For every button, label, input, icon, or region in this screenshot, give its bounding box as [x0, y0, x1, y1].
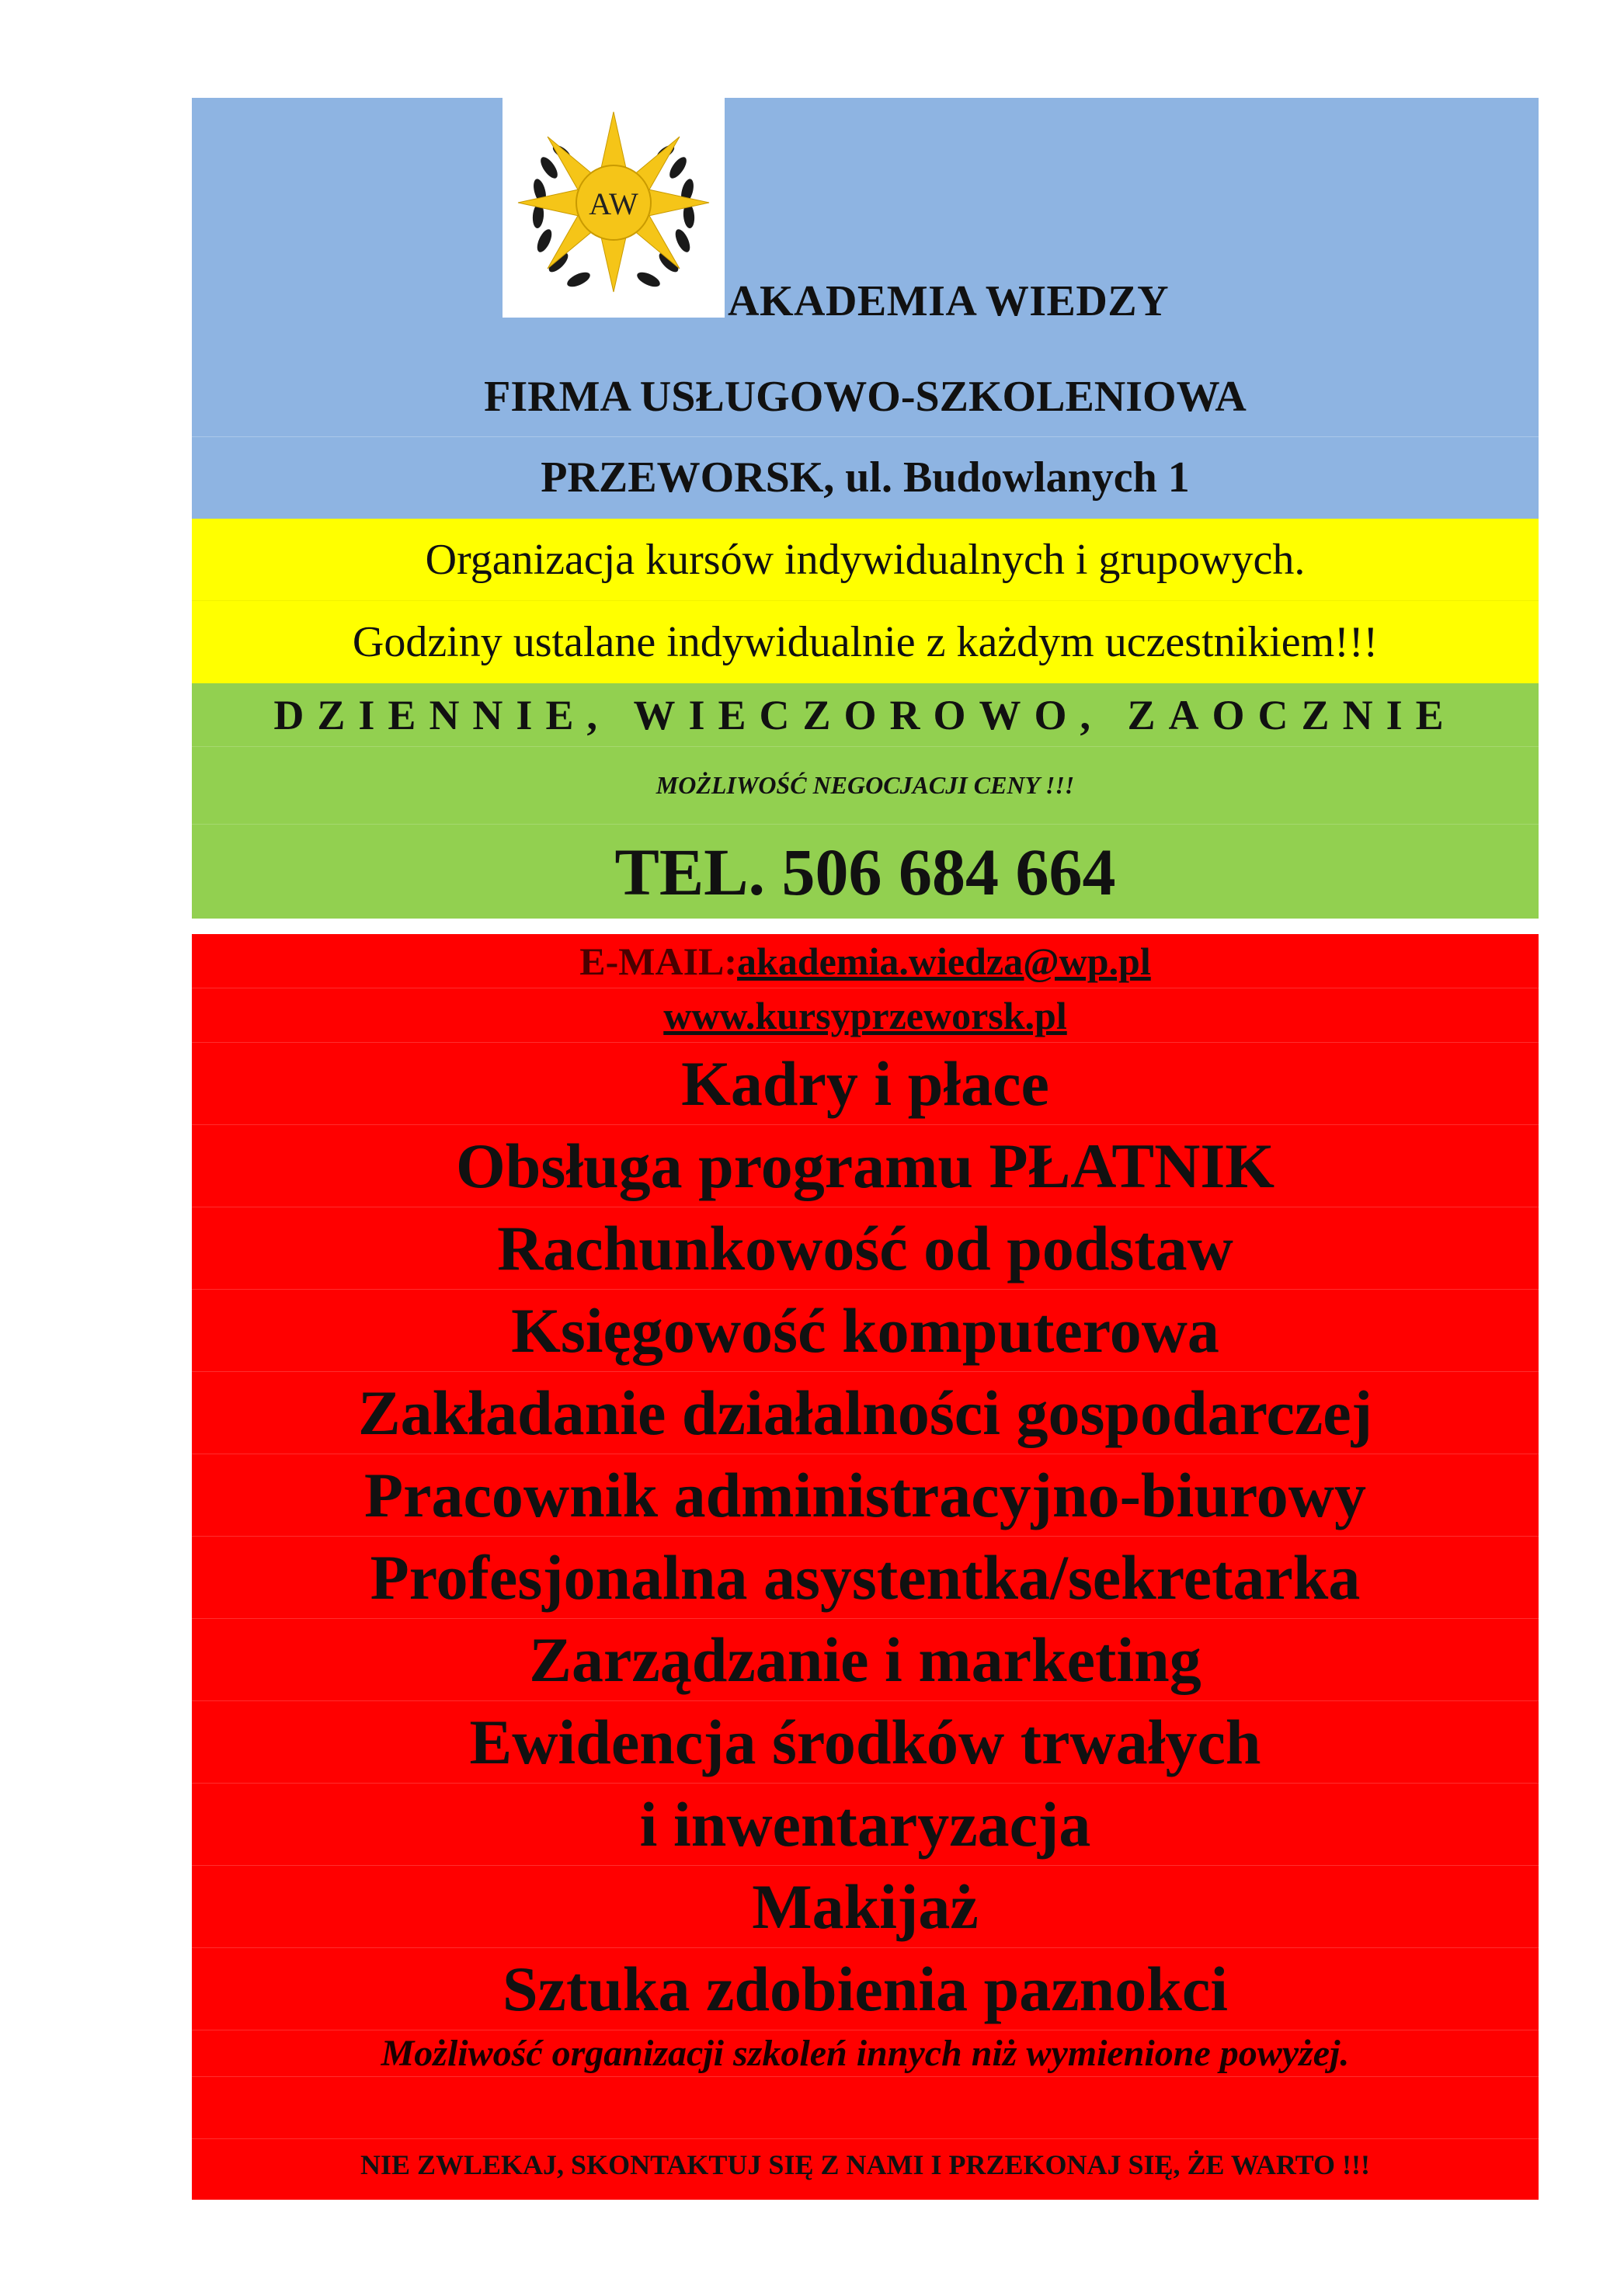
price-negotiation-note: MOŻLIWOŚĆ NEGOCJACJI CENY !!! [192, 747, 1539, 825]
info-line-2: Godziny ustalane indywidualnie z każdym uczestnikiem!!! [352, 618, 1379, 666]
info-band [192, 519, 1539, 683]
course-item: Ewidencja środków trwałych [192, 1701, 1539, 1784]
company-subtitle: FIRMA USŁUGOWO-SZKOLENIOWA [192, 356, 1539, 437]
sun-laurel-logo-icon [503, 98, 725, 318]
course-item: Makijaż [192, 1866, 1539, 1948]
email-row [192, 934, 1539, 988]
modes-band [192, 683, 1539, 919]
course-item: Rachunkowość od podstaw [192, 1207, 1539, 1290]
logo-row [192, 98, 1539, 356]
course-item: Profesjonalna asystentka/sekretarka [192, 1537, 1539, 1619]
course-item: Zakładanie działalności gospodarczej [192, 1372, 1539, 1454]
spacer [192, 2077, 1539, 2139]
course-item: Sztuka zdobienia paznokci [192, 1948, 1539, 2030]
company-name: AKADEMIA WIEDZY [728, 277, 1170, 325]
other-trainings-note: Możliwość organizacji szkoleń innych niż wymienione powyżej. [192, 2030, 1539, 2077]
call-to-action: NIE ZWLEKAJ, SKONTAKTUJ SIĘ Z NAMI I PRZEKONAJ SIĘ, ŻE WARTO !!! [360, 2149, 1370, 2180]
course-item: Pracownik administracyjno-biurowy [192, 1454, 1539, 1537]
logo-text: AW [589, 186, 638, 221]
flyer [192, 98, 1539, 2200]
course-item: Zarządzanie i marketing [192, 1619, 1539, 1701]
band-gap [192, 919, 1539, 934]
course-item: i inwentaryzacja [192, 1784, 1539, 1866]
course-item: Obsługa programu PŁATNIK [192, 1125, 1539, 1207]
email-link[interactable]: akademia.wiedza@wp.pl [737, 939, 1151, 983]
logo [503, 98, 725, 318]
email-label: E-MAIL: [579, 939, 738, 983]
header-band [192, 98, 1539, 519]
courses-band [192, 934, 1539, 2200]
phone-number: TEL. 506 684 664 [614, 834, 1116, 909]
website-row [192, 988, 1539, 1043]
course-item: Księgowość komputerowa [192, 1290, 1539, 1372]
course-item: Kadry i płace [192, 1043, 1539, 1125]
info-line-1: Organizacja kursów indywidualnych i grupowych. [192, 519, 1539, 601]
website-link[interactable]: www.kursyprzeworsk.pl [663, 993, 1067, 1037]
company-address: PRZEWORSK, ul. Budowlanych 1 [541, 453, 1190, 502]
schedule-modes: DZIENNIE, WIECZOROWO, ZAOCZNIE [192, 683, 1539, 747]
